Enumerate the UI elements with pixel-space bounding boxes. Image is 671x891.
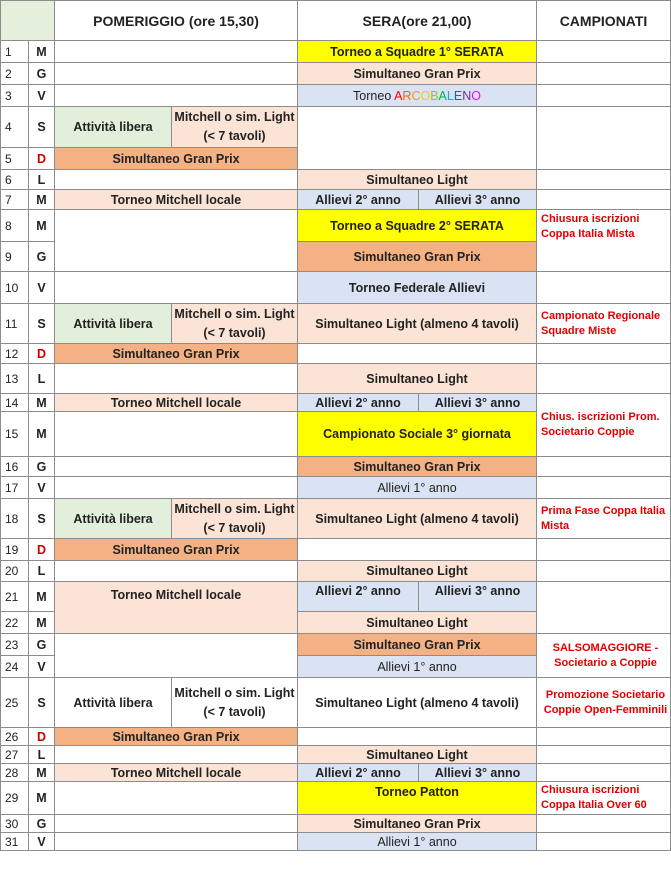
row-day: V [29,656,55,678]
row-number: 16 [1,457,29,477]
afternoon-empty [55,782,298,815]
evening-empty [298,539,537,561]
rainbow-letter: C [411,88,421,103]
afternoon-empty [55,815,298,833]
rainbow-title [353,89,481,103]
afternoon-empty [55,210,298,272]
championship-empty [537,746,671,764]
afternoon-free-activity: Attività libera [55,304,172,344]
row-number: 14 [1,394,29,412]
row-day: D [29,728,55,746]
championship-note: Promozione Societario Coppie Open-Femminili [537,678,671,728]
row-number: 7 [1,190,29,210]
championship-note: Prima Fase Coppa Italia Mista [537,499,671,539]
row-day: S [29,304,55,344]
header-championships: CAMPIONATI [537,1,671,41]
evening-event: Allievi 3° anno [419,764,537,782]
afternoon-event: Simultaneo Gran Prix [55,148,298,170]
afternoon-empty [55,561,298,582]
row-number: 20 [1,561,29,582]
championship-note: Chius. iscrizioni Prom. Societario Coppie [537,394,671,457]
header-afternoon: POMERIGGIO (ore 15,30) [55,1,298,41]
evening-event: Torneo Federale Allievi [298,272,537,304]
evening-event: Simultaneo Light (almeno 4 tavoli) [298,304,537,344]
row-number: 18 [1,499,29,539]
afternoon-empty [55,457,298,477]
row-number: 23 [1,634,29,656]
evening-event: Simultaneo Gran Prix [298,63,537,85]
evening-event: Allievi 3° anno [419,190,537,210]
row-number: 6 [1,170,29,190]
row-number: 27 [1,746,29,764]
row-day: L [29,170,55,190]
rainbow-letter: E [453,88,463,103]
evening-empty [298,728,537,746]
evening-empty [298,344,537,364]
row-day: D [29,148,55,170]
row-number: 25 [1,678,29,728]
afternoon-free-activity: Attività libera [55,107,172,148]
row-day: M [29,412,55,457]
championship-empty [537,364,671,394]
row-day: L [29,364,55,394]
row-number: 10 [1,272,29,304]
championship-note: Chiusura iscrizioni Coppa Italia Over 60 [537,782,671,815]
afternoon-mitchell-light: Mitchell o sim. Light (< 7 tavoli) [172,107,298,148]
evening-event: Allievi 1° anno [298,833,537,851]
evening-event: Allievi 2° anno [298,764,419,782]
evening-event: Campionato Sociale 3° giornata [298,412,537,457]
afternoon-event: Torneo Mitchell locale [55,582,298,634]
row-day: M [29,612,55,634]
evening-event: Torneo a Squadre 1° SERATA [298,41,537,63]
championship-empty [537,561,671,582]
evening-event: Simultaneo Gran Prix [298,242,537,272]
afternoon-empty [55,746,298,764]
rainbow-letter: B [430,88,439,103]
evening-event: Torneo a Squadre 2° SERATA [298,210,537,242]
evening-event: Allievi 1° anno [298,477,537,499]
afternoon-event: Torneo Mitchell locale [55,394,298,412]
row-day: L [29,561,55,582]
row-number: 19 [1,539,29,561]
evening-event: Simultaneo Light (almeno 4 tavoli) [298,499,537,539]
row-day: S [29,107,55,148]
row-day: G [29,634,55,656]
row-number: 22 [1,612,29,634]
championship-empty [537,728,671,746]
championship-empty [537,63,671,85]
evening-event: Simultaneo Light [298,364,537,394]
row-number: 5 [1,148,29,170]
championship-empty [537,815,671,833]
row-number: 12 [1,344,29,364]
afternoon-mitchell-light: Mitchell o sim. Light (< 7 tavoli) [172,304,298,344]
evening-event: Torneo Patton [298,782,537,815]
row-day: M [29,41,55,63]
afternoon-empty [55,833,298,851]
row-number: 8 [1,210,29,242]
championship-note: SALSOMAGGIORE - Societario a Coppie [537,634,671,678]
afternoon-empty [55,41,298,63]
row-day: V [29,477,55,499]
row-day: M [29,394,55,412]
rainbow-letter: A [438,88,447,103]
row-number: 4 [1,107,29,148]
evening-event: Allievi 2° anno [298,394,419,412]
championship-note: Campionato Regionale Squadre Miste [537,304,671,344]
championship-empty [537,539,671,561]
row-day: L [29,746,55,764]
row-number: 15 [1,412,29,457]
row-day: G [29,242,55,272]
championship-empty [537,272,671,304]
row-day: D [29,344,55,364]
championship-empty [537,833,671,851]
afternoon-empty [55,272,298,304]
rainbow-letter: L [446,88,454,103]
evening-event-rainbow [298,85,537,107]
championship-empty [537,477,671,499]
row-day: V [29,272,55,304]
row-number: 17 [1,477,29,499]
championship-empty [537,344,671,364]
header-evening: SERA(ore 21,00) [298,1,537,41]
evening-event: Allievi 1° anno [298,656,537,678]
afternoon-empty [55,63,298,85]
header-corner [1,1,55,41]
row-day: D [29,539,55,561]
evening-event: Simultaneo Gran Prix [298,634,537,656]
rainbow-letter: O [420,88,431,103]
afternoon-mitchell-light: Mitchell o sim. Light (< 7 tavoli) [172,499,298,539]
evening-event: Simultaneo Gran Prix [298,457,537,477]
afternoon-event: Simultaneo Gran Prix [55,728,298,746]
championship-empty [537,85,671,107]
afternoon-mitchell-light: Mitchell o sim. Light (< 7 tavoli) [172,678,298,728]
row-number: 31 [1,833,29,851]
championship-empty [537,190,671,210]
afternoon-free-activity: Attività libera [55,499,172,539]
row-number: 1 [1,41,29,63]
row-day: S [29,678,55,728]
row-number: 28 [1,764,29,782]
rainbow-letter: Torneo [353,88,395,103]
evening-event: Allievi 2° anno [298,582,419,612]
row-day: S [29,499,55,539]
afternoon-event: Simultaneo Gran Prix [55,539,298,561]
row-number: 26 [1,728,29,746]
afternoon-empty [55,412,298,457]
row-number: 29 [1,782,29,815]
evening-event: Allievi 3° anno [419,394,537,412]
afternoon-empty [55,170,298,190]
row-day: V [29,85,55,107]
championship-empty [537,582,671,634]
evening-event: Simultaneo Light (almeno 4 tavoli) [298,678,537,728]
evening-event: Allievi 3° anno [419,582,537,612]
rainbow-letter: A [394,88,403,103]
afternoon-event: Torneo Mitchell locale [55,190,298,210]
evening-event: Simultaneo Light [298,170,537,190]
evening-empty [298,107,537,170]
row-day: M [29,190,55,210]
row-day: M [29,782,55,815]
afternoon-event: Torneo Mitchell locale [55,764,298,782]
championship-empty [537,41,671,63]
evening-event: Simultaneo Light [298,612,537,634]
row-day: G [29,457,55,477]
row-day: M [29,582,55,612]
afternoon-empty [55,634,298,678]
row-number: 21 [1,582,29,612]
row-day: G [29,815,55,833]
championship-empty [537,457,671,477]
afternoon-free-activity: Attività libera [55,678,172,728]
row-day: V [29,833,55,851]
championship-empty [537,170,671,190]
afternoon-empty [55,364,298,394]
evening-event: Simultaneo Gran Prix [298,815,537,833]
evening-event: Allievi 2° anno [298,190,419,210]
row-number: 9 [1,242,29,272]
championship-note: Chiusura iscrizioni Coppa Italia Mista [537,210,671,272]
row-number: 2 [1,63,29,85]
rainbow-letter: O [471,88,481,103]
rainbow-letter: R [402,88,412,103]
afternoon-empty [55,477,298,499]
afternoon-empty [55,85,298,107]
championship-empty [537,764,671,782]
afternoon-event: Simultaneo Gran Prix [55,344,298,364]
evening-event: Simultaneo Light [298,561,537,582]
row-day: M [29,764,55,782]
rainbow-letter: N [462,88,472,103]
row-number: 3 [1,85,29,107]
evening-event: Simultaneo Light [298,746,537,764]
row-day: M [29,210,55,242]
row-day: G [29,63,55,85]
championship-empty [537,107,671,170]
row-number: 11 [1,304,29,344]
row-number: 24 [1,656,29,678]
row-number: 30 [1,815,29,833]
row-number: 13 [1,364,29,394]
